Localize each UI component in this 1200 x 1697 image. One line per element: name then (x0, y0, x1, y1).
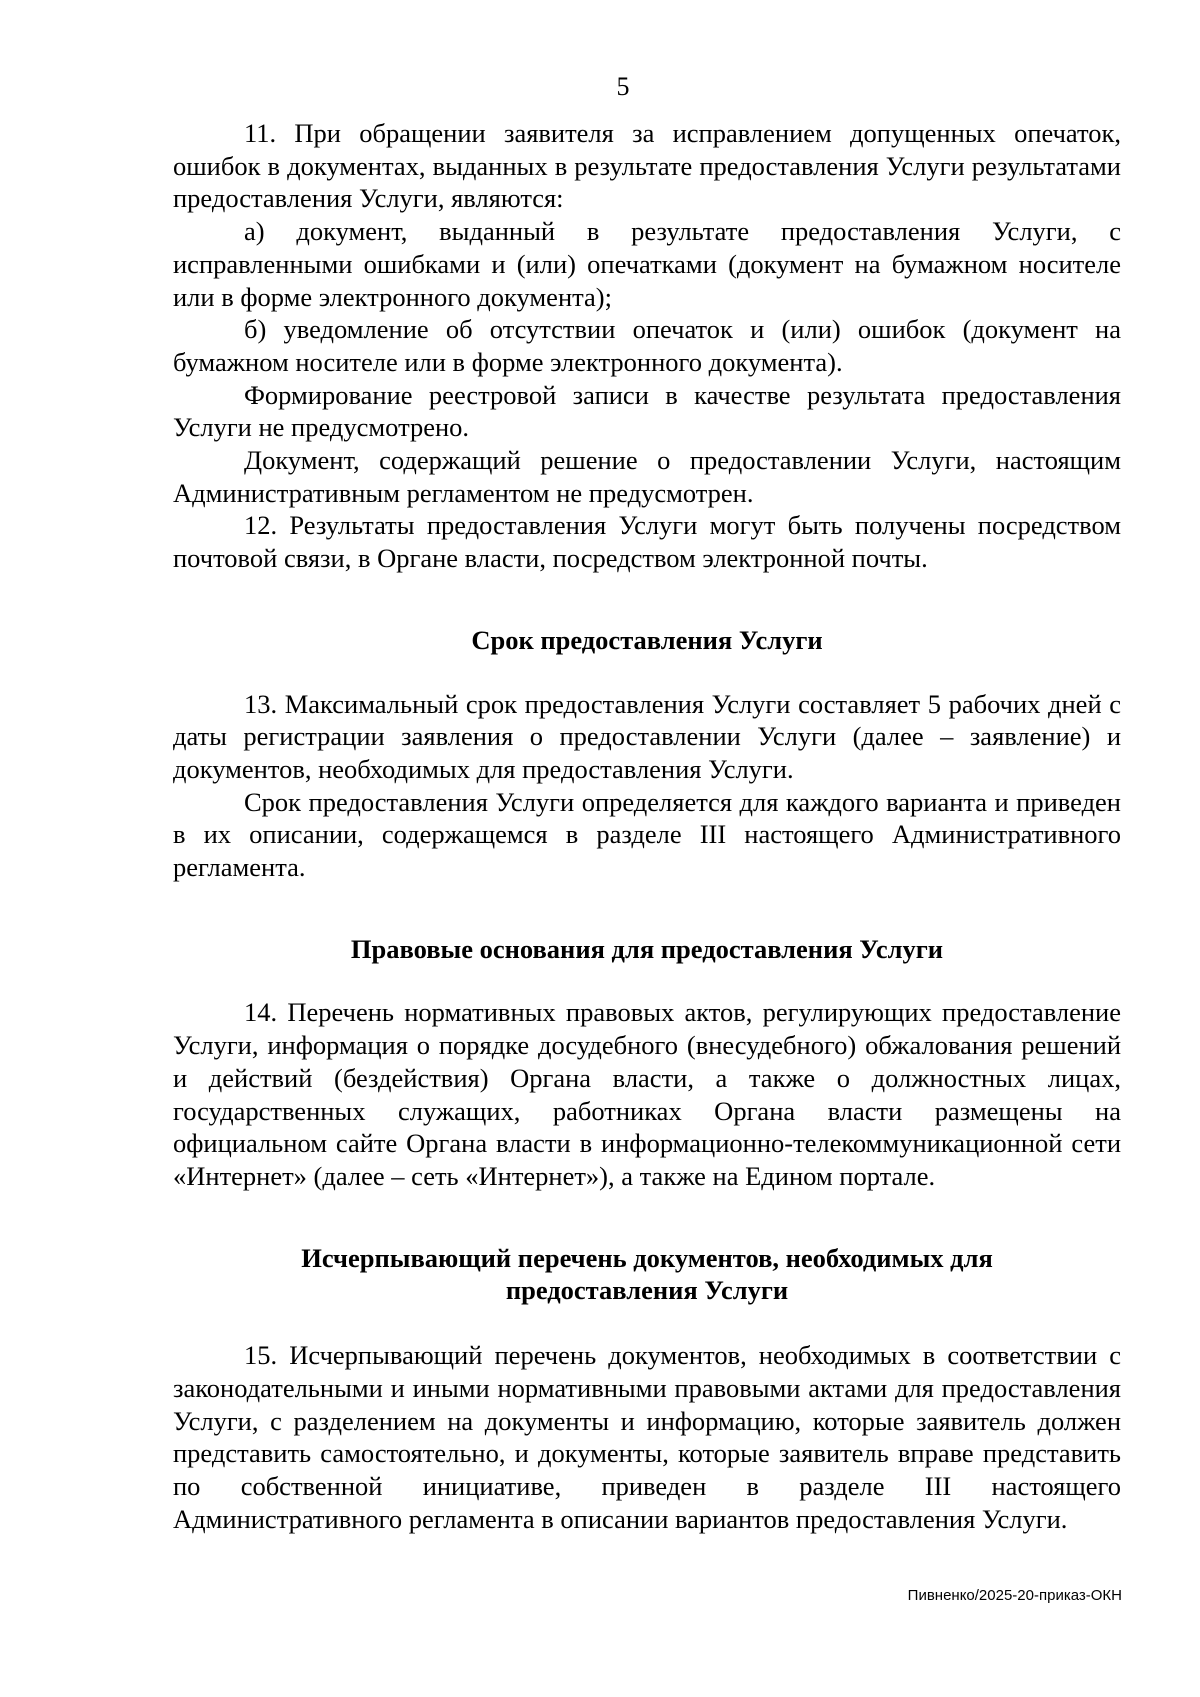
paragraph-11-b: б) уведомление об отсутствии опечаток и (или) ошибок (документ на бумажном носителе или в форме электронного документа). (173, 314, 1121, 377)
document-body (173, 117, 1121, 1535)
heading-legal-grounds: Правовые основания для предоставления Услуги (350, 933, 944, 964)
heading-documents-list-line-1: Исчерпывающий перечень документов, необходимых для (301, 1242, 993, 1273)
paragraph-14: 14. Перечень нормативных правовых актов, регулирующих предоставление Услуги, информация о порядке досудебного (внесудебного) обжалования решений и действий (бездействия) Органа власти, а также о должностных лицах, государственных служащих, работниках Органа власти размещены на официальном сайте Органа власти в информационно-телекоммуникационной сети «Интернет» (далее – сеть «Интернет»), а также на Едином портале. (173, 997, 1121, 1191)
paragraph-12: 12. Результаты предоставления Услуги могут быть получены посредством почтовой связи, в Органе власти, посредством электронной почты. (173, 510, 1121, 574)
paragraph-13: 13. Максимальный срок предоставления Услуги составляет 5 рабочих дней с даты регистрации заявления о предоставлении Услуги (далее – заявление) и документов, необходимых для предоставления Услуги. (173, 688, 1121, 784)
page-number: 5 (616, 72, 630, 101)
heading-documents-list (173, 1242, 1121, 1307)
paragraph-11-a: а) документ, выданный в результате предоставления Услуги, с исправленными ошибками и (или) опечатками (документ на бумажном носителе или в форме электронного документа); (173, 216, 1121, 312)
paragraph-13-term: Срок предоставления Услуги определяется для каждого варианта и приведен в их описании, содержащемся в разделе III настоящего Административного регламента. (173, 786, 1121, 883)
paragraph-decision-document: Документ, содержащий решение о предоставлении Услуги, настоящим Административным регламентом не предусмотрен. (173, 445, 1121, 508)
footer-document-code: Пивненко/2025-20-приказ-ОКН (907, 1587, 1122, 1604)
paragraph-registry-record: Формирование реестровой записи в качестве результата предоставления Услуги не предусмотрено. (173, 379, 1121, 443)
paragraph-11: 11. При обращении заявителя за исправлением допущенных опечаток, ошибок в документах, выданных в результате предоставления Услуги результатами предоставления Услуги, являются: (173, 118, 1121, 214)
heading-documents-list-line-2: предоставления Услуги (505, 1275, 789, 1306)
paragraph-15: 15. Исчерпывающий перечень документов, необходимых в соответствии с законодательными и иными нормативными правовыми актами для предоставления Услуги, с разделением на документы и информацию, которые заявитель должен представить самостоятельно, и документы, которые заявитель вправе представить по собственной инициативе, приведен в разделе III настоящего Административного регламента в описании вариантов предоставления Услуги. (173, 1340, 1121, 1534)
heading-service-term: Срок предоставления Услуги (471, 624, 823, 655)
